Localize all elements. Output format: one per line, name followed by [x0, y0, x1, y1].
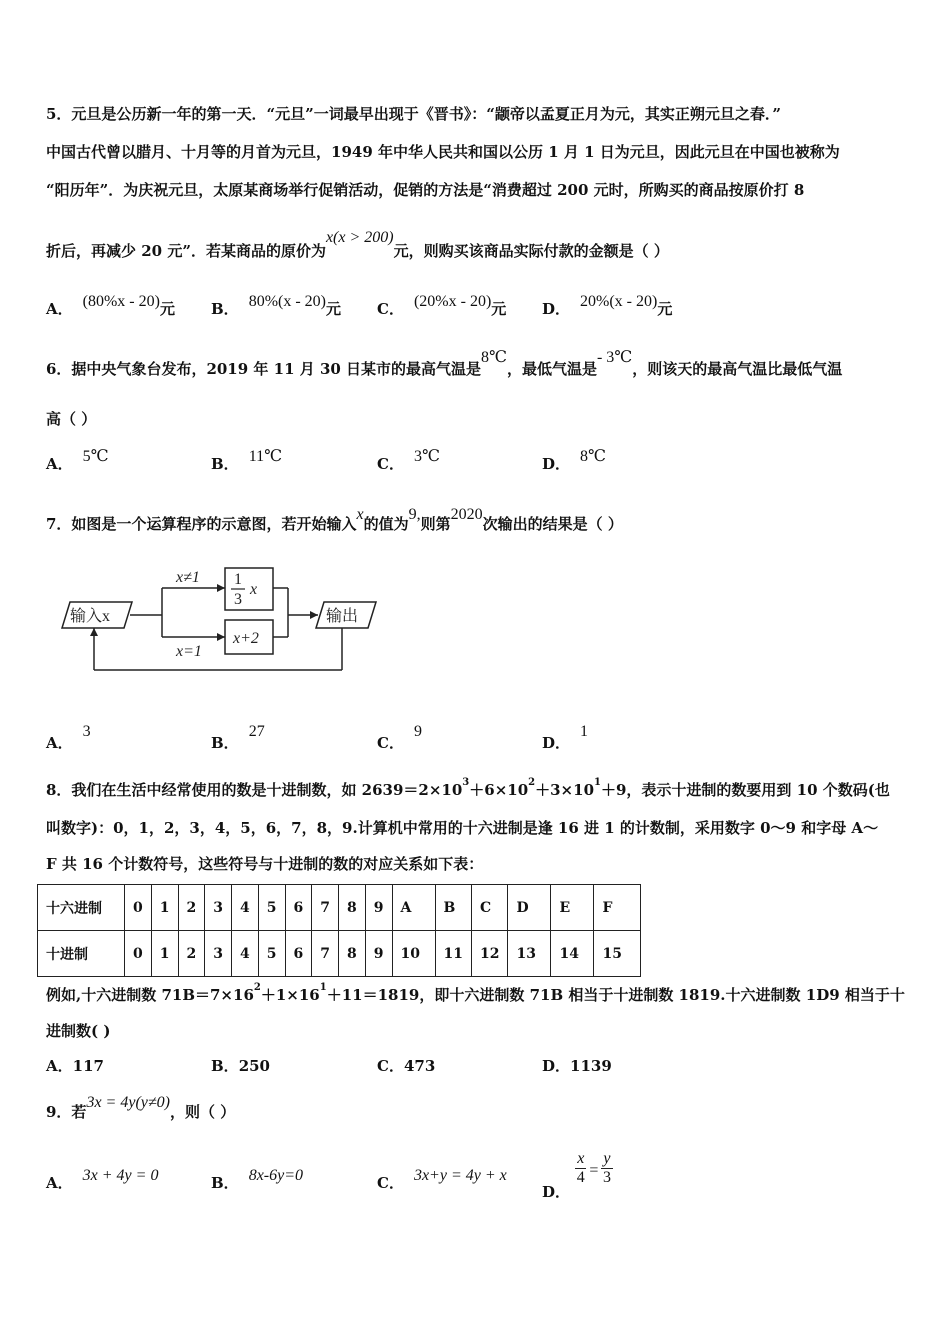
table-cell: 7: [312, 931, 339, 977]
q7-var: x: [356, 506, 364, 523]
q7-option-a[interactable]: A．3: [46, 723, 91, 752]
table-cell: 6: [285, 885, 312, 931]
q9-option-c[interactable]: C． 3x+y = 4y + x: [377, 1167, 507, 1192]
table-cell: 5: [258, 885, 285, 931]
q8-example: 例如,十六进制数 $71B=7\times 16^2+1\times 16^1+11=1819$，即十六进制数 71B 相当于十进制数 1819.十六进制数 1D9 相当于十: [46, 982, 905, 1004]
q6-low-temp: - 3℃: [596, 349, 633, 366]
q5-option-b[interactable]: B． 80%(x - 20)元: [211, 293, 342, 318]
q5-line2: 中国古代曾以腊月、十月等的月首为元旦，1949 年中华人民共和国以公历 1 月 1 日为元旦，因此元旦在中国也被称为: [46, 143, 840, 161]
flowchart-diagram: [60, 562, 390, 680]
table-head-hex: 十六进制: [38, 885, 125, 931]
q6-option-c[interactable]: C． 3℃: [377, 448, 440, 473]
q5-option-c[interactable]: C． (20%x - 20)元: [377, 293, 507, 318]
q6-option-b[interactable]: B． 11℃: [211, 448, 282, 473]
table-cell: 0: [125, 885, 152, 931]
q9-line1: 9．若3x = 4y(y≠0)，则（ ）: [46, 1094, 236, 1121]
q5-option-a[interactable]: A． (80%x - 20)元: [46, 293, 175, 318]
table-cell: 1: [151, 931, 178, 977]
table-cell: 5: [258, 931, 285, 977]
table-cell: 15: [594, 931, 641, 977]
q9-frac-left: $\frac{x}{4}$: [576, 1150, 585, 1186]
flow-frac-num: 1: [234, 571, 242, 588]
table-cell: 9: [365, 885, 392, 931]
q6-option-a[interactable]: A． 5℃: [46, 448, 109, 473]
q5-option-d[interactable]: D． 20%(x - 20)元: [542, 293, 673, 318]
q6-option-d[interactable]: D． 8℃: [542, 448, 606, 473]
table-cell: E: [551, 885, 594, 931]
table-cell: F: [594, 885, 641, 931]
table-cell: 3: [205, 931, 232, 977]
q6-high-temp: 8℃: [481, 349, 507, 366]
table-cell: 8: [339, 885, 366, 931]
q9-condition-math: 3x = 4y(y≠0): [86, 1094, 170, 1111]
table-cell: A: [392, 885, 435, 931]
flow-op-bottom-label: x+2: [233, 630, 259, 647]
q8-option-d[interactable]: D．1139: [542, 1057, 612, 1075]
table-head-dec: 十进制: [38, 931, 125, 977]
q7-line1: 7．如图是一个运算程序的示意图，若开始输入x的值为9,则第2020次输出的结果是（ ）: [46, 506, 623, 533]
q7-option-b[interactable]: B．27: [211, 723, 265, 752]
q8-option-b[interactable]: B．250: [211, 1057, 270, 1075]
table-cell: 0: [125, 931, 152, 977]
q8-line-last: 进制数( ): [46, 1022, 111, 1040]
table-cell: 10: [392, 931, 435, 977]
table-row-dec: [38, 931, 641, 977]
q5-line1: 5．元旦是公历新一年的第一天．“元旦”一词最早出现于《晋书》：“颛帝以孟夏正月为元，其实正朔元旦之春．”: [46, 105, 781, 123]
table-cell: 7: [312, 885, 339, 931]
flow-output-label: 输出: [326, 608, 359, 625]
table-row-hex: [38, 885, 641, 931]
q5-line4-b: 元，则购买该商品实际付款的金额是（ ）: [393, 242, 669, 260]
q8-line2: 叫数字)：0，1，2，3，4，5，6，7，8，9.计算机中常用的十六进制是逢 16 进 1 的计数制，采用数字 0～9 和字母 A～: [46, 819, 879, 837]
table-cell: D: [508, 885, 551, 931]
table-cell: 12: [471, 931, 507, 977]
table-cell: 2: [178, 931, 205, 977]
table-cell: 3: [205, 885, 232, 931]
table-cell: 6: [285, 931, 312, 977]
table-cell: 8: [339, 931, 366, 977]
q5-line4: [46, 229, 669, 261]
q6-line1: 6．据中央气象台发布，2019 年 11 月 30 日某市的最高气温是8℃，最低气温是- 3℃，则该天的最高气温比最低气温: [46, 349, 843, 378]
q9-frac-right: $\frac{y}{3}$: [602, 1150, 611, 1186]
q7-n: 2020: [450, 506, 483, 523]
table-cell: 11: [435, 931, 471, 977]
q9-option-b[interactable]: B． 8x-6y=0: [211, 1167, 304, 1192]
flow-cond-top: x≠1: [176, 569, 200, 586]
hex-decimal-table: [37, 884, 641, 977]
table-cell: 14: [551, 931, 594, 977]
flow-frac-den: 3: [234, 591, 242, 608]
table-cell: 4: [232, 931, 259, 977]
q9-option-d[interactable]: D． $\frac{x}{4}$ = $\frac{y}{3}$: [542, 1150, 611, 1201]
q8-line1: 8．我们在生活中经常使用的数是十进制数，如 $2639=2\times 10^3+6\times 10^2+3\times 10^1+9$，表示十进制的数要用到 10 个数码(也: [46, 777, 890, 799]
q5-price-math: x(x > 200): [325, 229, 394, 246]
q8-line3: F 共 16 个计数符号，这些符号与十进制的数的对应关系如下表：: [46, 855, 484, 873]
q7-value: 9,: [408, 506, 421, 523]
q8-option-c[interactable]: C．473: [377, 1057, 436, 1075]
flow-input-label: 输入x: [70, 608, 111, 625]
q5-line4-a: 折后，再减少 20 元”．若某商品的原价为: [46, 242, 326, 260]
table-cell: 9: [365, 931, 392, 977]
table-cell: C: [471, 885, 507, 931]
table-cell: 4: [232, 885, 259, 931]
q7-option-c[interactable]: C．9: [377, 723, 422, 752]
flow-cond-bottom: x=1: [176, 643, 202, 660]
table-cell: 2: [178, 885, 205, 931]
table-cell: 1: [151, 885, 178, 931]
q5-line3: “阳历年”．为庆祝元旦，太原某商场举行促销活动，促销的方法是“消费超过 200 元时，所购买的商品按原价打 8: [46, 181, 805, 199]
table-cell: B: [435, 885, 471, 931]
q8-option-a[interactable]: A．117: [46, 1057, 104, 1075]
q7-option-d[interactable]: D．1: [542, 723, 589, 752]
flow-op-top-var: x: [250, 581, 258, 598]
q6-line2: 高（ ）: [46, 410, 97, 428]
table-cell: 13: [508, 931, 551, 977]
q9-option-a[interactable]: A． 3x + 4y = 0: [46, 1167, 159, 1192]
